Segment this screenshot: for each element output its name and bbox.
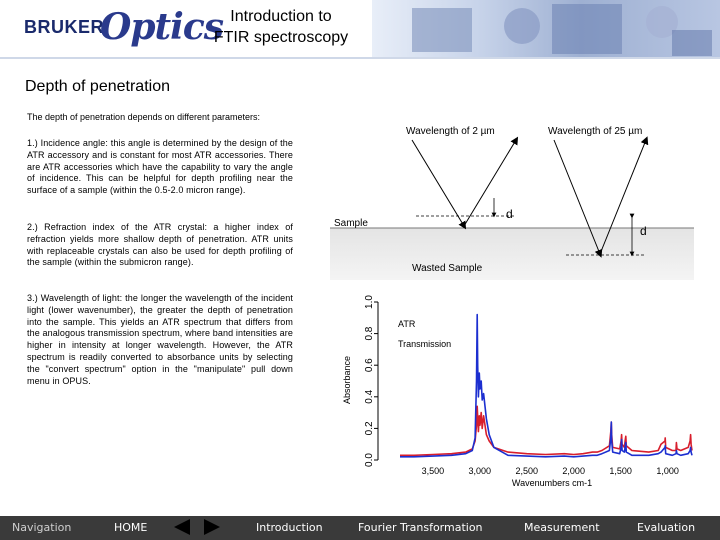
header-photo-collage (372, 0, 720, 58)
incident-beam-2um (412, 140, 464, 226)
nav-next-arrow-icon[interactable] (204, 519, 220, 535)
legend-atr: ATR (398, 319, 416, 329)
x-tick-label: 3,500 (421, 466, 445, 476)
x-axis-ticks (422, 466, 679, 476)
x-tick-label: 2,500 (515, 466, 539, 476)
wasted-sample-label: Wasted Sample (412, 263, 483, 274)
paragraph-refraction-index: 2.) Refraction index of the ATR crystal: a higher index of refraction yields more shallow depth of penetration. ATR units with replaceable crystals can also be used for depth profiling of the sample (within the submicron range). (27, 222, 293, 268)
nav-measurement-link[interactable]: Measurement (524, 521, 600, 534)
wavelength-25-label: Wavelength of 25 µm (548, 126, 643, 137)
nav-home-link[interactable]: HOME (114, 521, 148, 534)
nav-evaluation-link[interactable]: Evaluation (637, 521, 696, 534)
depth-label-2um: d (506, 207, 513, 221)
paragraph-wavelength: 3.) Wavelength of light: the longer the wavelength of the incident light (lower wavenumber), the greater the depth of penetration into the sample. This yields an ATR spectrum that differs from the analogous transmission spectrum, where band intensities are higher in intensity at longer wavelength. However, the ATR spectrum is readily converted to absorbance units by selecting the "convert spectrum" option in the "manipulate" pull down menu in OPUS. (27, 293, 293, 386)
y-tick-label: 0.6 (364, 358, 375, 373)
y-tick-label: 0.2 (364, 421, 375, 436)
header-divider (0, 57, 720, 59)
x-axis-label: Wavenumbers cm-1 (511, 478, 593, 488)
series-atr-line (400, 406, 692, 455)
x-tick-label: 1,500 (609, 466, 632, 476)
y-axis-ticks (364, 295, 378, 467)
penetration-depth-diagram (326, 118, 694, 280)
intro-text: The depth of penetration depends on different parameters: (27, 112, 260, 122)
bruker-logo: BRUKER (24, 17, 105, 37)
x-tick-label: 1,000 (656, 466, 679, 476)
optics-logo: Optics (100, 6, 224, 48)
spectrum-lines (400, 315, 692, 457)
depth-label-25um: d (640, 224, 647, 238)
header-title-line1: Introduction to (230, 8, 332, 25)
spectrum-chart (342, 290, 698, 490)
header-photo-image (372, 0, 720, 58)
nav-fourier-transformation-link[interactable]: Fourier Transformation (358, 521, 483, 534)
legend-transmission: Transmission (398, 339, 452, 349)
nav-introduction-link[interactable]: Introduction (256, 521, 323, 534)
y-tick-label: 0.0 (364, 453, 375, 467)
navigation-label: Navigation (12, 521, 72, 534)
x-tick-label: 3,000 (468, 466, 492, 476)
y-tick-label: 0.8 (364, 326, 375, 341)
paragraph-incidence-angle: 1.) Incidence angle: this angle is determined by the design of the ATR accessory and is constant for most ATR accessories. There are ATR accessories which have the capability to vary the angle of incidence. This can be helpful for depth profiling near the surface of a sample (within the 0.5-2.0 micron range). (27, 138, 293, 196)
series-transmission-line (400, 315, 692, 457)
header-title-line2: FTIR spectroscopy (213, 29, 349, 46)
y-tick-label: 0.4 (364, 389, 375, 404)
nav-previous-arrow-icon[interactable] (174, 519, 190, 535)
x-tick-label: 2,000 (562, 466, 585, 476)
wavelength-2-label: Wavelength of 2 µm (406, 126, 495, 137)
y-tick-label: 1.0 (364, 295, 375, 309)
header-title (196, 6, 366, 48)
y-axis-label: Absorbance (342, 355, 352, 405)
sample-label: Sample (334, 218, 368, 229)
page-title: Depth of penetration (25, 78, 170, 95)
